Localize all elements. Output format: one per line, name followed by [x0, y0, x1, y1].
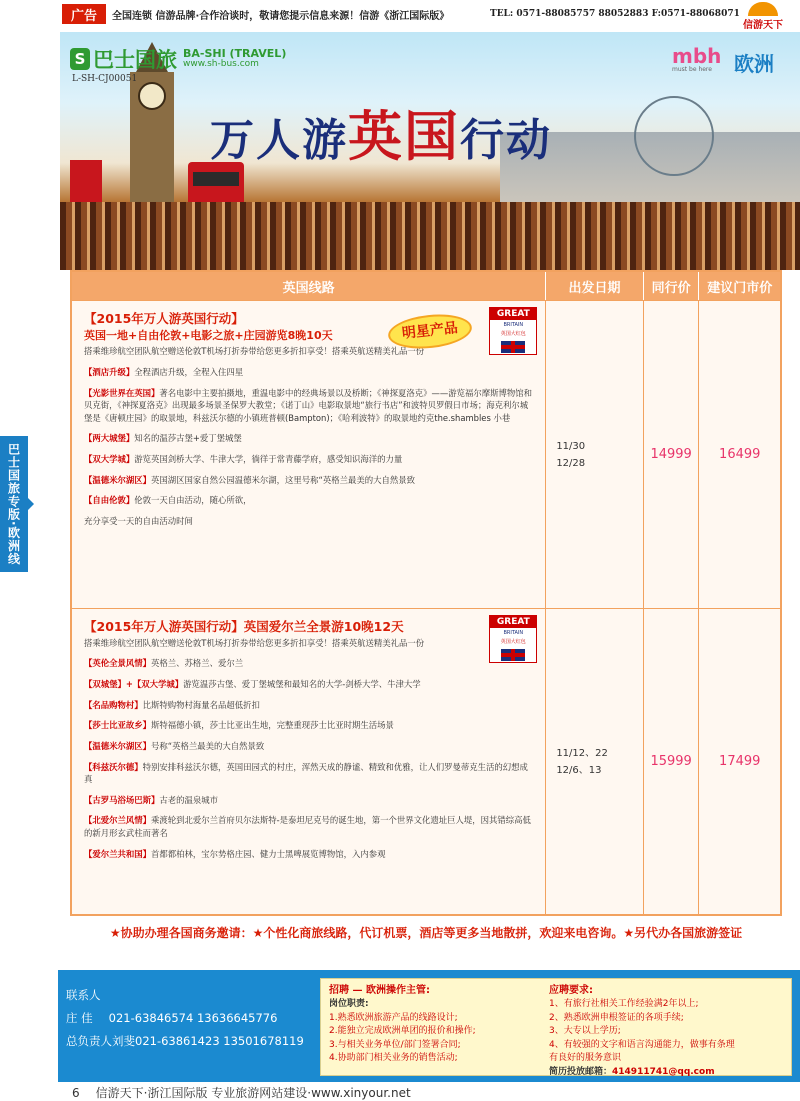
- page-footer-text: 信游天下·浙江国际版 专业旅游网站建设·www.xinyour.net: [95, 1086, 411, 1100]
- feature-value: 乘渡轮到北爱尔兰首府贝尔法斯特-是泰坦尼克号的诞生地，第一个世界文化遗址巨人堤，因其错综高低的新月形玄武柱而著名: [84, 815, 531, 838]
- brand-url[interactable]: www.sh-bus.com: [183, 59, 259, 70]
- feature-item: [84, 494, 535, 507]
- star-product-badge: 明星产品: [387, 311, 474, 353]
- feature-key: 【北爱尔兰风情】: [84, 815, 151, 826]
- feature-key: 【科兹沃尔德】: [84, 761, 143, 772]
- london-eye-image: [634, 96, 714, 176]
- duty-item: 3.与相关业务单位/部门签署合同;: [329, 1039, 461, 1050]
- feature-key: 【莎士比亚故乡】: [84, 720, 151, 731]
- header-retail-price: 建议门市价: [698, 272, 780, 300]
- duty-item: 2.能独立完成欧洲单团的报价和操作;: [329, 1026, 476, 1036]
- feature-item: [84, 848, 535, 861]
- feature-value: 全程酒店升级，全程入住四星: [134, 366, 244, 377]
- brand-name-en: BA-SHI (TRAVEL): [183, 47, 287, 60]
- route-cell: [72, 609, 545, 914]
- feature-item: [84, 657, 535, 670]
- feature-item: [84, 719, 535, 732]
- ad-tag: 广告: [62, 4, 106, 24]
- feature-item: [84, 814, 535, 839]
- date-cell: [545, 301, 642, 608]
- route-subtitle: 英国一地+自由伦敦+电影之旅+庄园游览8晚10天: [84, 328, 333, 342]
- departure-date: 11/12、22: [556, 747, 608, 759]
- feature-item: [84, 699, 535, 712]
- region-label: 欧洲: [734, 52, 774, 76]
- departure-date: 11/30: [556, 440, 586, 452]
- req-label: 应聘要求:: [549, 985, 593, 996]
- table-header: [72, 272, 780, 300]
- feature-value: 比斯特购物村海量名品超低折扣: [142, 699, 260, 710]
- feature-key: 【温德米尔湖区】: [84, 740, 151, 751]
- recruit-title: 招聘 — 欧洲操作主管:: [329, 985, 430, 996]
- feature-item: [84, 474, 535, 487]
- duty-item: 4.协助部门相关业务的销售活动;: [329, 1053, 458, 1063]
- top-bar: [0, 0, 800, 31]
- feature-item: [84, 740, 535, 753]
- feature-value: 首都都柏林，宝尔势格庄园、健力士黑啤展览博物馆，入内参观: [151, 848, 386, 859]
- feature-item: [84, 432, 535, 445]
- feature-item: [84, 678, 535, 691]
- req-item: 4、有较强的文字和语言沟通能力，做事有条理: [549, 1039, 735, 1050]
- banner-title-part3: 行动: [460, 115, 552, 166]
- page-number: 6: [72, 1086, 80, 1100]
- contact-manager[interactable]: 总负责人刘斐021-63861423 13501678119: [66, 1034, 304, 1048]
- feature-key: 【名品购物村】: [84, 699, 143, 710]
- feature-value: 知名的温莎古堡+爱丁堡城堡: [134, 433, 242, 444]
- email-line: [549, 1066, 789, 1080]
- banner-title: [210, 94, 552, 171]
- badge-great: GREAT: [490, 308, 536, 320]
- req-item: 3、大专以上学历;: [549, 1026, 621, 1036]
- badge-hongbao: 英国大红包: [500, 330, 526, 337]
- email-label: 简历投放邮箱：: [549, 1066, 613, 1077]
- xytx-logo-text: 信游天下: [743, 20, 783, 31]
- feature-value: 特别安排科兹沃尔德，英国田园式的村庄，浑然天成的静谧、精致和优雅，让人们罗曼蒂克生活的幻想成真: [84, 761, 528, 785]
- feature-key: 【爱尔兰共和国】: [84, 848, 151, 859]
- feature-key: 【双城堡】+【双大学城】: [84, 679, 184, 690]
- partner-logo: mbh: [672, 44, 722, 68]
- top-notice: 全国连锁 信游品牌·合作洽谈时，敬请您提示信息来源！信游《浙江国际版》: [112, 10, 450, 22]
- route-cell: [72, 301, 545, 608]
- service-note: ★协助办理各国商务邀请：★个性化商旅线路，代订机票，酒店等更多当地散拼，欢迎来电咨询。★另代办各国旅游签证: [109, 926, 743, 940]
- recruit-requirements: [549, 983, 789, 1079]
- feature-item: [84, 366, 535, 379]
- peer-price: 15999: [643, 609, 699, 914]
- feature-value: 斯特福德小镇，莎士比亚出生地，完整重现莎士比亚时期生活场景: [151, 720, 394, 731]
- feature-key: 【英伦全景风情】: [84, 658, 151, 669]
- feature-item: [84, 794, 535, 807]
- retail-price: 17499: [698, 609, 780, 914]
- route-title: 【2015年万人游英国行动】英国爱尔兰全景游10晚12天: [84, 619, 404, 634]
- retail-price: 16499: [698, 301, 780, 608]
- email-address[interactable]: 414911741@qq.com: [612, 1066, 715, 1077]
- clock-icon: [138, 82, 166, 110]
- badge-great: GREAT: [490, 616, 536, 628]
- feature-key: 【酒店升级】: [84, 366, 135, 377]
- brand-mark-icon: S: [70, 48, 90, 70]
- feature-value: 著名电影中主要拍摄地，重温电影中的经典场景以及桥断；《神探夏洛克》——游览福尔摩斯博物馆和贝克街，《神探夏洛克》出现最多场景圣保罗大教堂；《诺丁山》电影取景地“旅行书店”和波特贝罗假日市场；海克利尔城堡是《唐顿庄园》的取景地，科兹沃尔德的小镇班普顿(Bampton)；《哈利波特》的取景地约克the.shambles 小巷: [84, 387, 533, 423]
- req-item: 有良好的服务意识: [549, 1053, 622, 1063]
- recruit-duties: [329, 983, 519, 1066]
- great-britain-badge: [489, 615, 537, 663]
- duty-item: 1.熟悉欧洲旅游产品的线路设计;: [329, 1012, 458, 1023]
- side-tab: 巴士国旅专版·欧洲线: [0, 436, 28, 572]
- header-peer-price: 同行价: [643, 272, 699, 300]
- feature-value: 伦敦一天自由活动，随心所欲，: [134, 495, 252, 506]
- req-item: 2、熟悉欧洲申根签证的各项手续;: [549, 1012, 684, 1023]
- xytx-logo: [732, 0, 794, 30]
- feature-key: 【光影世界在英国】: [84, 387, 160, 398]
- great-britain-badge: [489, 307, 537, 355]
- header-route: 英国线路: [282, 280, 335, 296]
- duties-label: 岗位职责:: [329, 999, 369, 1009]
- feature-key: 【温德米尔湖区】: [84, 474, 151, 485]
- brand-name-cn: 巴士国旅: [93, 48, 177, 72]
- route-desc: 搭乘维珍航空团队航空赠送伦敦T机场打折券带给您更多折扣享受！搭乘英航送精美礼品一份: [84, 346, 425, 357]
- union-jack-icon: [501, 341, 525, 353]
- route-title: 【2015年万人游英国行动】: [84, 311, 244, 326]
- feature-value: 英国湖区国家自然公园温德米尔湖，这里号称“英格兰最美的大自然景致: [151, 474, 415, 485]
- sun-icon: [748, 2, 778, 16]
- banner: [60, 32, 800, 270]
- partner-tagline: must be here: [672, 66, 712, 73]
- feature-key: 【两大城堡】: [84, 433, 135, 444]
- departure-date: 12/6、13: [556, 764, 602, 776]
- badge-hongbao: 英国大红包: [500, 638, 526, 645]
- departure-date: 12/28: [556, 457, 586, 469]
- header-date: 出发日期: [545, 272, 642, 300]
- license-number: L-SH-CJ00051: [72, 74, 138, 84]
- crowd-image: [60, 202, 800, 270]
- contact-block: [66, 984, 304, 1053]
- recruit-box: [320, 978, 792, 1076]
- top-tel: TEL: 0571-88085757 88052883 F:0571-88068071: [490, 9, 740, 19]
- table-row: [72, 608, 780, 914]
- feature-key: 【古罗马浴场巴斯】: [84, 794, 160, 805]
- union-jack-icon: [501, 649, 525, 661]
- date-cell: [545, 609, 642, 914]
- feature-value: 号称“英格兰最美的大自然景致: [151, 740, 265, 751]
- footer: [58, 970, 800, 1082]
- feature-key: 【双大学城】: [84, 454, 135, 465]
- banner-title-part2: 英国: [348, 104, 460, 168]
- feature-item: [84, 761, 535, 786]
- route-table: [70, 270, 782, 916]
- feature-value: 充分享受一天的自由活动时间: [84, 515, 193, 526]
- feature-item: [84, 515, 535, 528]
- brand-en-block: [183, 48, 286, 70]
- banner-title-part1: 万人游: [210, 115, 348, 166]
- feature-value: 英格兰、苏格兰、爱尔兰: [151, 658, 244, 669]
- feature-value: 游览温莎古堡、爱丁堡城堡和最知名的大学-剑桥大学、牛津大学: [183, 679, 421, 690]
- contact-phone[interactable]: 021-63846574 13636645776: [108, 1011, 278, 1025]
- contact-line: [66, 1007, 304, 1030]
- req-item: 1、有旅行社相关工作经验满2年以上;: [549, 999, 699, 1009]
- page-footer: [72, 1084, 411, 1101]
- contact-label: 联系人: [66, 988, 101, 1002]
- feature-item: [84, 387, 535, 425]
- peer-price: 14999: [643, 301, 699, 608]
- badge-britain: BRITAIN: [503, 630, 524, 636]
- feature-value: 游览英国剑桥大学、牛津大学，徜徉于常青藤学府，感受知识海洋的力量: [134, 454, 403, 465]
- feature-item: [84, 453, 535, 466]
- contact-name: 庄 佳: [66, 1011, 93, 1025]
- route-desc: 搭乘维珍航空团队航空赠送伦敦T机场打折券带给您更多折扣享受！搭乘英航送精美礼品一份: [84, 637, 425, 648]
- brand-logo: [70, 44, 286, 74]
- table-row: [72, 300, 780, 608]
- feature-key: 【自由伦敦】: [84, 495, 135, 506]
- badge-britain: BRITAIN: [503, 322, 524, 328]
- feature-value: 古老的温泉城市: [159, 794, 218, 805]
